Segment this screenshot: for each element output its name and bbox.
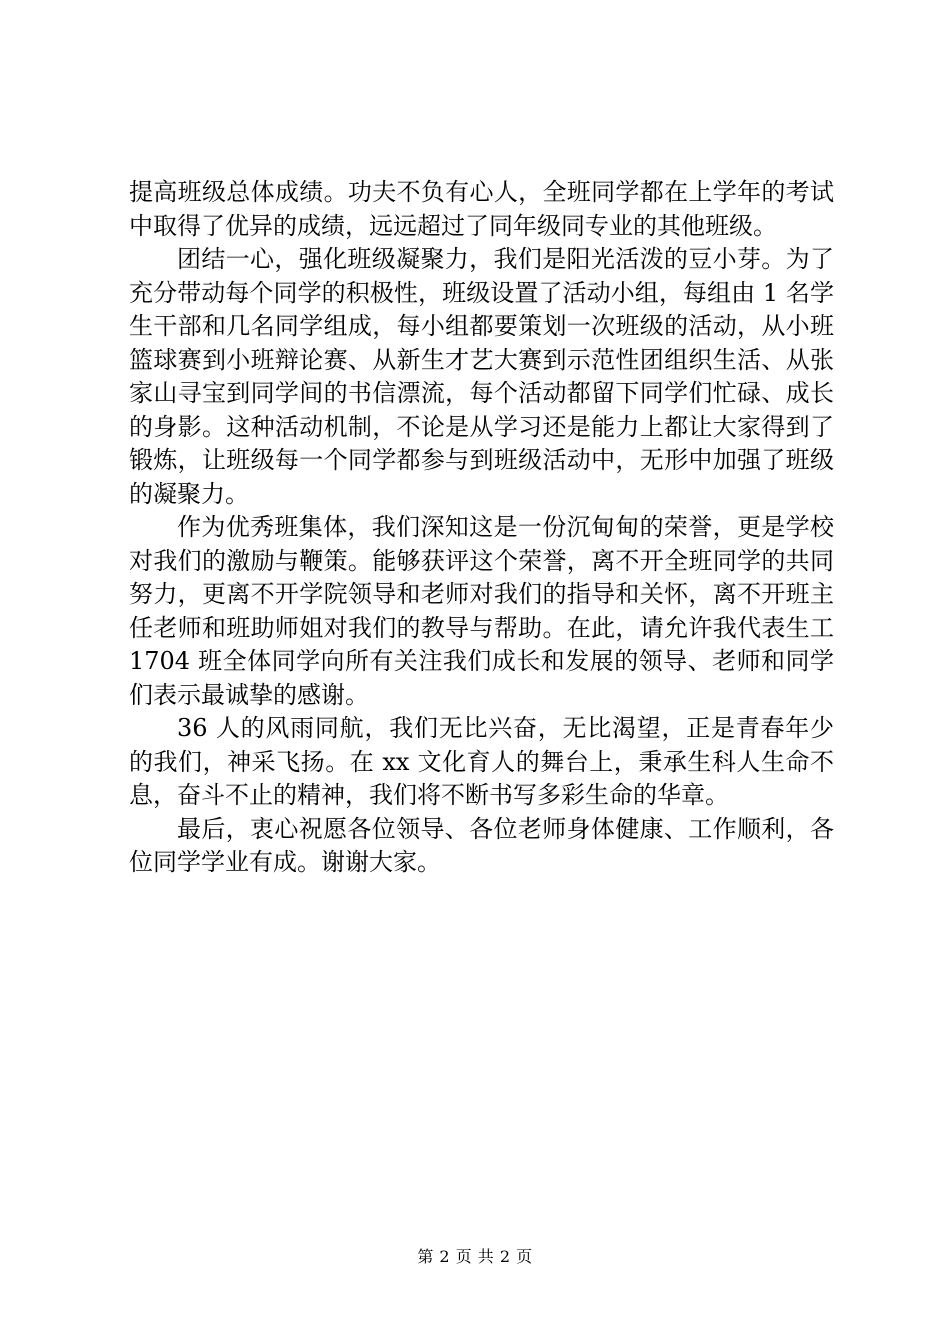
paragraph-3: 作为优秀班集体，我们深知这是一份沉甸甸的荣誉，更是学校对我们的激励与鞭策。能够获评这个荣誉，离不开全班同学的共同努力，更离不开学院领导和老师对我们的指导和关怀，离不开班主任老师和班助师姐对我们的教导与帮助。在此，请允许我代表生工 1704 班全体同学向所有关注我们成长和发展的领导、老师和同学们表示最诚挚的感谢。 [129,513,834,709]
document-body [129,176,834,880]
paragraph-4: 36 人的风雨同航，我们无比兴奋，无比渴望，正是青春年少的我们，神采飞扬。在 xx 文化育人的舞台上，秉承生科人生命不息，奋斗不止的精神，我们将不断书写多彩生命的华章。 [129,714,834,809]
paragraph-5: 最后，衷心祝愿各位领导、各位老师身体健康、工作顺利，各位同学学业有成。谢谢大家。 [129,814,834,876]
paragraph-1: 提高班级总体成绩。功夫不负有心人，全班同学都在上学年的考试中取得了优异的成绩，远远超过了同年级同专业的其他班级。 [129,178,834,240]
paragraph-2: 团结一心，强化班级凝聚力，我们是阳光活泼的豆小芽。为了充分带动每个同学的积极性，班级设置了活动小组，每组由 1 名学生干部和几名同学组成，每小组都要策划一次班级的活动，从小班篮球赛到小班辩论赛、从新生才艺大赛到示范性团组织生活、从张家山寻宝到同学间的书信漂流，每个活动都留下同学们忙碌、成长的身影。这种活动机制，不论是从学习还是能力上都让大家得到了锻炼，让班级每一个同学都参与到班级活动中，无形中加强了班级的凝聚力。 [129,245,834,508]
page-footer: 第 2 页 共 2 页 [417,1247,533,1266]
